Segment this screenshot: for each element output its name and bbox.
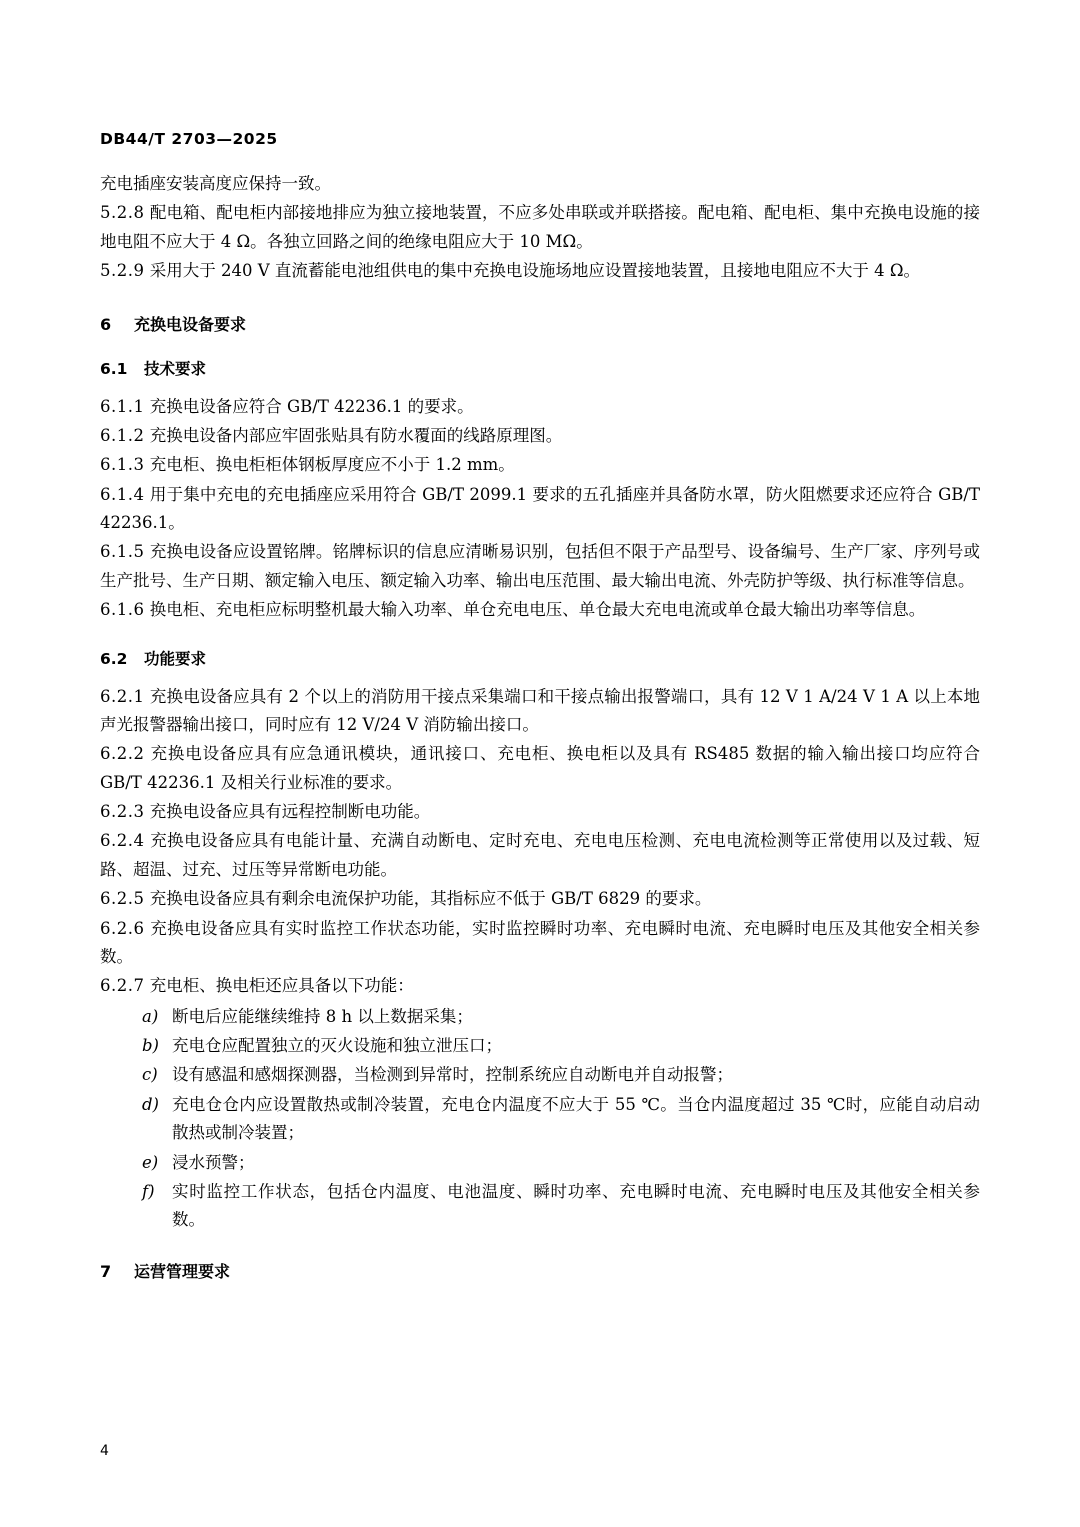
clause-paragraph-6-2-5 [100, 885, 980, 913]
clause-number: 6.2.4 [100, 831, 145, 851]
alpha-sublist [100, 1003, 980, 1235]
list-item [100, 1178, 980, 1235]
list-item [100, 1149, 980, 1177]
clause-paragraph-6-2-7 [100, 972, 980, 1000]
section-number: 6 [100, 314, 112, 334]
clause-paragraph-6-2-2 [100, 740, 980, 797]
clause-number: 5.2.9 [100, 261, 145, 281]
list-marker: c) [142, 1065, 158, 1085]
clause-paragraph-6-1-3 [100, 451, 980, 479]
list-item-text: 设有感温和感烟探测器，当检测到异常时，控制系统应自动断电并自动报警； [172, 1065, 733, 1085]
clause-number: 6.1.6 [100, 600, 145, 620]
clause-number: 6.2.2 [100, 744, 145, 764]
clause-number: 6.2.6 [100, 918, 145, 938]
clause-paragraph-6-1-1 [100, 393, 980, 421]
section-title: 运营管理要求 [134, 1261, 231, 1281]
list-item [100, 1032, 980, 1060]
clause-text: 充换电设备应具有实时监控工作状态功能，实时监控瞬时功率、充电瞬时电流、充电瞬时电压及其他安全相关参数。 [100, 918, 981, 966]
clause-paragraph-6-1-4 [100, 481, 980, 538]
list-marker: f) [142, 1181, 155, 1201]
page-header: DB44/T 2703—2025 [100, 130, 278, 148]
section-heading-6-2 [100, 647, 980, 669]
clause-text: 充换电设备应具有远程控制断电功能。 [149, 802, 431, 821]
clause-paragraph-5-2-9 [100, 257, 980, 285]
section-number: 6.1 [100, 359, 128, 378]
clause-text: 用于集中充电的充电插座应采用符合 GB/T 2099.1 要求的五孔插座并具备防水罩，防火阻燃要求还应符合 GB/T 42236.1。 [100, 484, 980, 532]
section-heading-6 [100, 312, 980, 335]
clause-number: 6.1.4 [100, 484, 145, 504]
clause-text: 充换电设备应具有应急通讯模块，通讯接口、充电柜、换电柜以及具有 RS485 数据的输入输出接口均应符合 GB/T 42236.1 及相关行业标准的要求。 [100, 744, 980, 792]
list-item [100, 1091, 980, 1148]
clause-text: 充换电设备应符合 GB/T 42236.1 的要求。 [149, 396, 474, 416]
list-item-text: 充电仓仓内应设置散热或制冷装置，充电仓内温度不应大于 55 ℃。当仓内温度超过 35 ℃时，应能自动启动散热或制冷装置； [172, 1094, 980, 1143]
section-heading-6-1 [100, 357, 980, 379]
clause-text: 充换电设备应具有电能计量、充满自动断电、定时充电、充电电压检测、充电电流检测等正常使用以及过载、短路、超温、过充、过压等异常断电功能。 [100, 831, 981, 879]
clause-number: 6.1.5 [100, 542, 145, 562]
clause-text: 采用大于 240 V 直流蓄能电池组供电的集中充换电设施场地应设置接地装置，且接地电阻应不大于 4 Ω。 [149, 261, 921, 281]
clause-number: 6.2.7 [100, 976, 145, 996]
list-item [100, 1061, 980, 1089]
clause-text: 配电箱、配电柜内部接地排应为独立接地装置，不应多处串联或并联搭接。配电箱、配电柜、集中充换电设施的接地电阻不应大于 4 Ω。各独立回路之间的绝缘电阻应大于 10 MΩ。 [100, 203, 981, 251]
section-title: 技术要求 [144, 359, 207, 378]
list-item [100, 1003, 980, 1031]
list-marker: b) [142, 1036, 159, 1055]
list-item-text: 实时监控工作状态，包括仓内温度、电池温度、瞬时功率、充电瞬时电流、充电瞬时电压及其他安全相关参数。 [172, 1181, 980, 1230]
list-marker: e) [142, 1152, 159, 1172]
clause-paragraph-6-2-4 [100, 827, 980, 884]
clause-text: 充换电设备应设置铭牌。铭牌标识的信息应清晰易识别，包括但不限于产品型号、设备编号、生产厂家、序列号或生产批号、生产日期、额定输入电压、额定输入功率、输出电压范围、最大输出电流、外壳防护等级、执行标准等信息。 [100, 542, 981, 590]
section-number: 7 [100, 1261, 112, 1281]
clause-text: 充换电设备应具有剩余电流保护功能，其指标应不低于 GB/T 6829 的要求。 [149, 889, 712, 909]
clause-number: 6.2.3 [100, 802, 145, 821]
list-marker: a) [142, 1006, 159, 1026]
clause-paragraph-6-1-5 [100, 538, 980, 595]
clause-number: 6.2.5 [100, 889, 145, 909]
list-item-text: 充电仓应配置独立的灭火设施和独立泄压口； [172, 1036, 502, 1055]
clause-paragraph-6-2-3 [100, 798, 980, 826]
clause-paragraph-6-2-1 [100, 683, 980, 740]
clause-number: 5.2.8 [100, 203, 145, 223]
page-number: 4 [100, 1443, 109, 1459]
clause-paragraph-6-2-6 [100, 915, 980, 972]
clause-text: 充换电设备内部应牢固张贴具有防水覆面的线路原理图。 [149, 425, 563, 445]
clause-paragraph-5-2-8 [100, 199, 980, 256]
clause-text: 充换电设备应具有 2 个以上的消防用干接点采集端口和干接点输出报警端口，具有 12 V 1 A/24 V 1 A 以上本地声光报警器输出接口，同时应有 12 V/24 V 消防输出接口。 [100, 686, 981, 734]
list-item-text: 断电后应能继续维持 8 h 以上数据采集； [172, 1006, 473, 1026]
clause-text: 充电柜、换电柜还应具备以下功能： [149, 976, 414, 996]
section-title: 功能要求 [144, 649, 207, 668]
list-marker: d) [142, 1094, 159, 1114]
continued-paragraph: 充电插座安装高度应保持一致。 [100, 174, 331, 193]
clause-text: 充电柜、换电柜柜体钢板厚度应不小于 1.2 mm。 [149, 455, 515, 475]
clause-number: 6.1.3 [100, 455, 145, 475]
clause-number: 6.1.1 [100, 396, 145, 416]
section-title: 充换电设备要求 [134, 314, 247, 334]
clause-text: 换电柜、充电柜应标明整机最大输入功率、单仓充电电压、单仓最大充电电流或单仓最大输出功率等信息。 [149, 600, 926, 620]
clause-number: 6.2.1 [100, 686, 145, 706]
section-heading-7 [100, 1259, 980, 1282]
list-item-text: 浸水预警； [172, 1152, 255, 1172]
clause-paragraph-6-1-2 [100, 422, 980, 450]
section-number: 6.2 [100, 649, 128, 668]
clause-number: 6.1.2 [100, 425, 145, 445]
clause-paragraph-6-1-6 [100, 596, 980, 624]
